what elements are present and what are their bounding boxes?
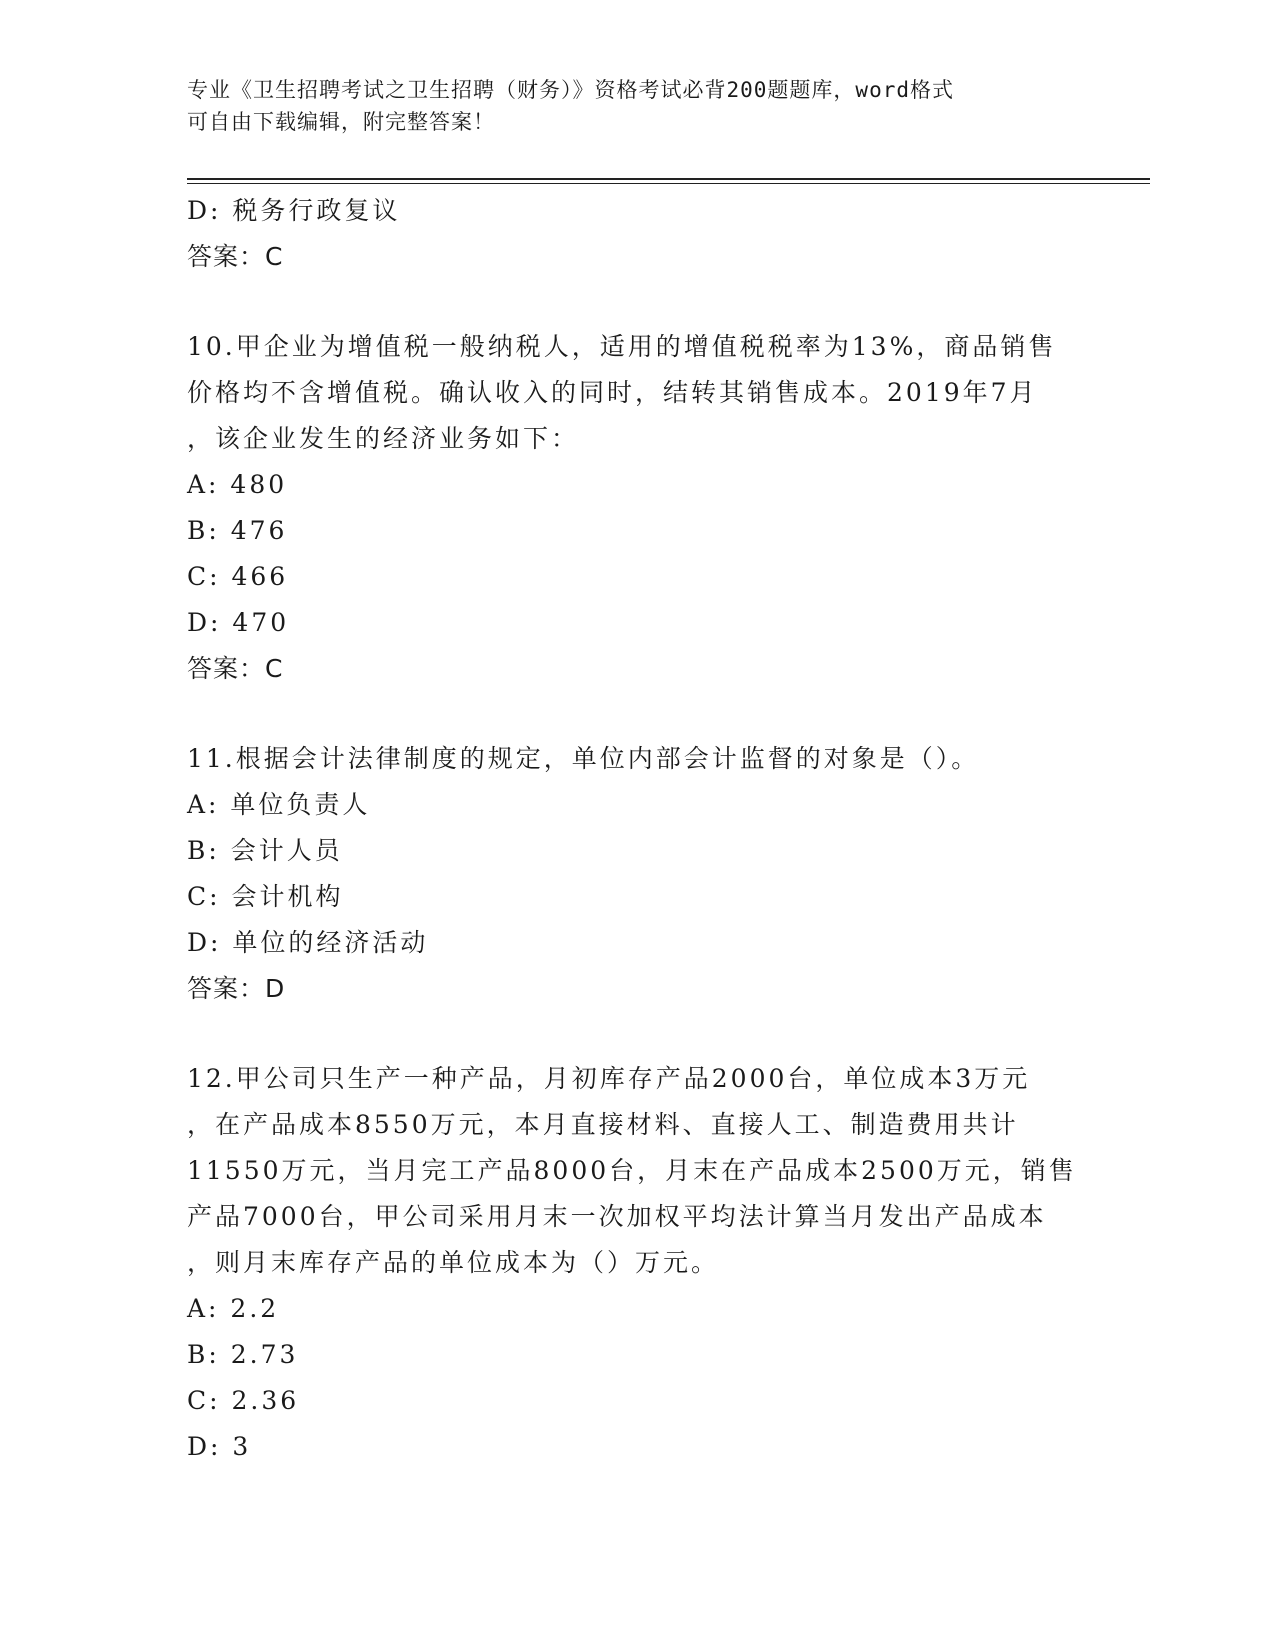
document-body [187,188,1087,1470]
option-c: C: 466 [187,562,289,591]
question-line: ，在产品成本8550万元，本月直接材料、直接人工、制造费用共计 [187,1110,1019,1139]
option-c: C: 2.36 [187,1386,300,1415]
question-line: ，则月末库存产品的单位成本为（）万元。 [187,1248,720,1277]
spacer [187,1012,1087,1056]
question-line: 11.根据会计法律制度的规定，单位内部会计监督的对象是（）。 [187,744,980,773]
question-11 [187,736,1087,1012]
question-line: 12.甲公司只生产一种产品，月初库存产品2000台，单位成本3万元 [187,1064,1031,1093]
question-text [187,324,1087,462]
spacer [187,280,1087,324]
question-line: ，该企业发生的经济业务如下： [187,424,580,453]
option-a: A: 单位负责人 [187,790,371,819]
option-b: B: 476 [187,516,288,545]
option-d: D: 470 [187,608,290,637]
answer-line: 答案：C [187,654,284,683]
option-a: A: 2.2 [187,1294,280,1323]
header-divider-thick [187,178,1150,180]
question-text [187,736,1087,782]
question-12 [187,1056,1087,1470]
option-b: B: 2.73 [187,1340,299,1369]
question-line: 11550万元，当月完工产品8000台，月末在产品成本2500万元，销售 [187,1156,1077,1185]
spacer [187,692,1087,736]
question-line: 10.甲企业为增值税一般纳税人，适用的增值税税率为13%，商品销售 [187,332,1057,361]
header-line-2: 可自由下载编辑，附完整答案！ [187,110,495,134]
prev-question-block [187,188,1087,280]
option-d: D: 单位的经济活动 [187,928,429,957]
question-10 [187,324,1087,692]
header-divider-thin [187,183,1150,184]
option-b: B: 会计人员 [187,836,343,865]
answer-line: 答案：D [187,974,286,1003]
question-line: 价格均不含增值税。确认收入的同时，结转其销售成本。2019年7月 [187,378,1038,407]
header-line-1: 专业《卫生招聘考试之卫生招聘（财务）》资格考试必背200题题库，word格式 [187,78,954,102]
answer-line: 答案：C [187,242,284,271]
document-header [187,74,1087,138]
option-c: C: 会计机构 [187,882,344,911]
question-text [187,1056,1087,1286]
option-d: D: 税务行政复议 [187,196,401,225]
option-d: D: 3 [187,1432,252,1461]
question-line: 产品7000台，甲公司采用月末一次加权平均法计算当月发出产品成本 [187,1202,1047,1231]
option-a: A: 480 [187,470,288,499]
